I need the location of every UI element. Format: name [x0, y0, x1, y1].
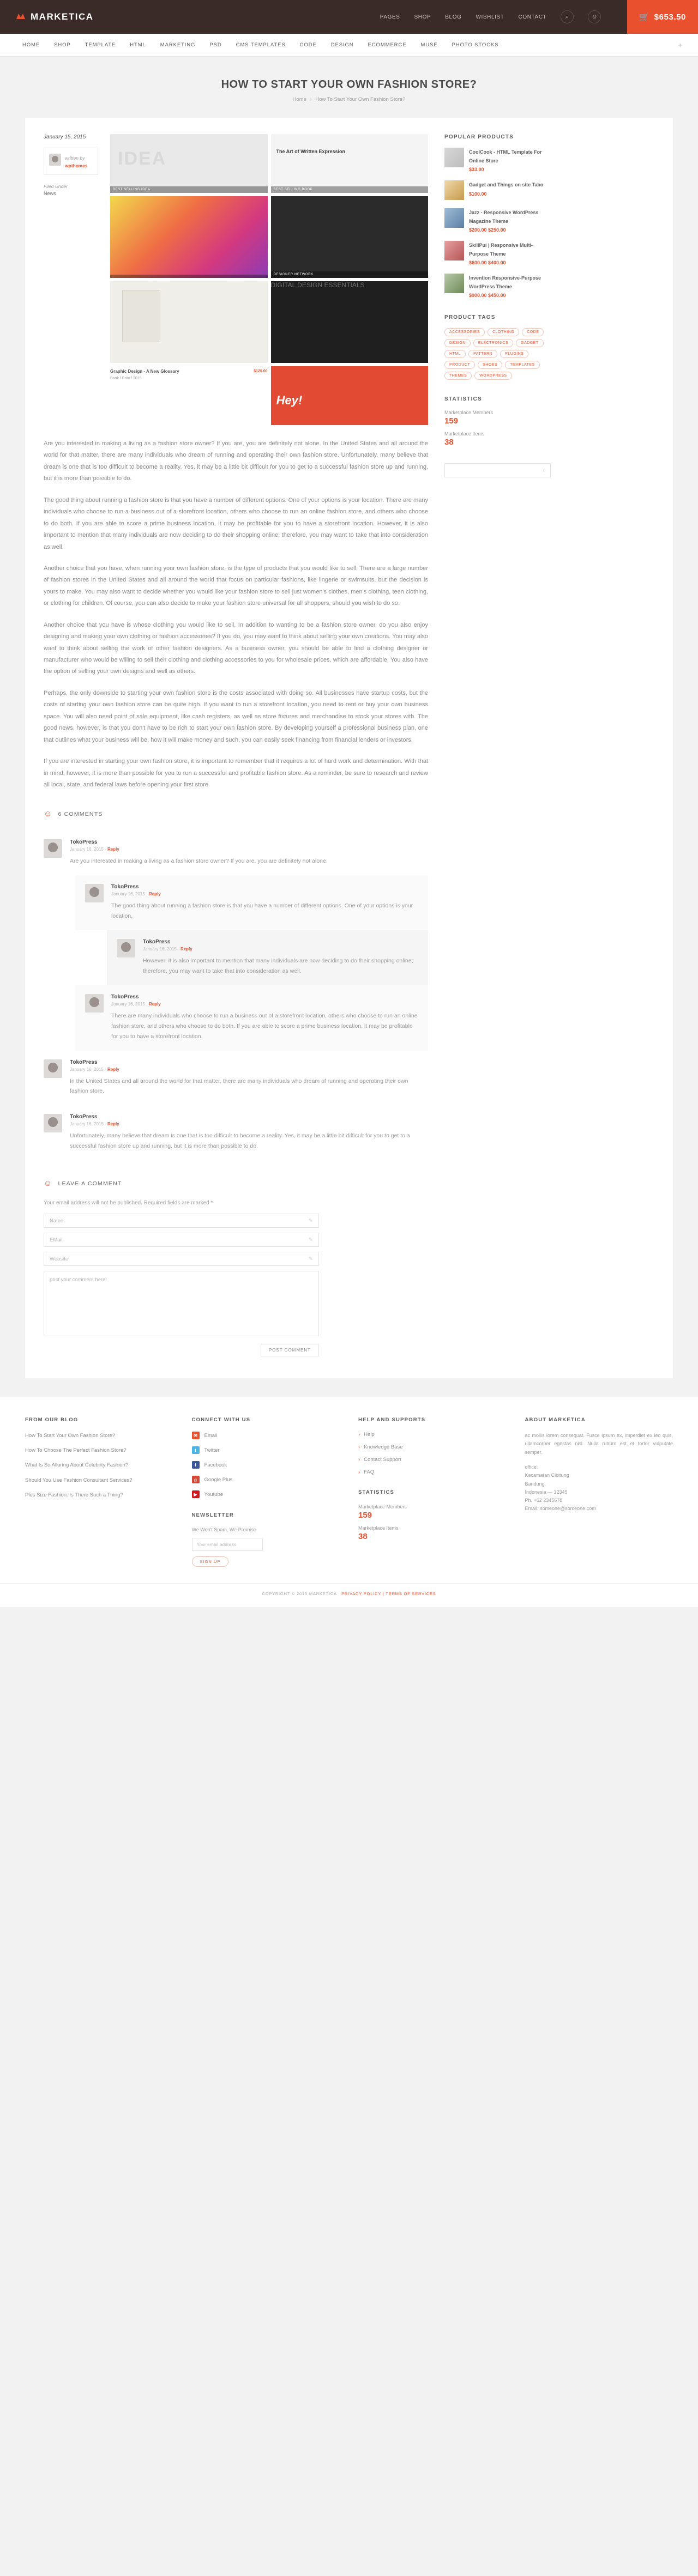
post-comment-button[interactable]: POST COMMENT — [261, 1344, 319, 1356]
utility-nav-wishlist[interactable]: WISHLIST — [476, 14, 504, 20]
bullet-icon: › — [358, 1432, 360, 1438]
product-title[interactable]: Graphic Design - A New Glossary — [110, 369, 179, 374]
footer-about-column — [525, 1417, 673, 1567]
nav-item-photo-stocks[interactable]: PHOTO STOCKS — [452, 41, 499, 48]
nav-item-cms-templates[interactable]: CMS TEMPLATES — [236, 41, 286, 48]
stat-members-value: 159 — [444, 416, 459, 426]
utility-nav-blog[interactable]: BLOG — [445, 14, 462, 20]
nav-item-psd[interactable]: PSD — [209, 41, 222, 48]
nav-item-code[interactable]: CODE — [299, 41, 317, 48]
comment-reply-link[interactable]: Reply — [148, 1001, 161, 1007]
newsletter-email-placeholder: Your email address — [196, 1542, 236, 1548]
footer-office-block — [525, 1463, 673, 1513]
site-logo[interactable] — [15, 11, 94, 22]
comment-date: January 16, 2015 — [70, 847, 104, 852]
google-plus-icon: g — [192, 1476, 200, 1483]
tag-product[interactable]: PRODUCT — [444, 361, 475, 369]
article-paragraph-6: If you are interested in starting your own fashion store, it is important to remember that it requires a lot of hard work and determination. With that in mind, however, it is more than possible for you to run a successful and profitable fashion store. As a reminder, be sure to research and review all local, state, and federal laws before opening your first store. — [44, 758, 428, 788]
product-thumbnail — [444, 148, 464, 167]
comment-item-2 — [75, 875, 428, 930]
product-caption — [110, 366, 268, 425]
author-name[interactable]: wpthemes — [65, 163, 88, 168]
social-label-facebook: Facebook — [204, 1462, 227, 1468]
gallery-tile-idea[interactable] — [110, 134, 268, 193]
tag-code[interactable]: CODE — [522, 328, 544, 336]
newsletter-title: NEWSLETTER — [191, 1512, 234, 1519]
article-content — [44, 134, 428, 1356]
footer-stat-members-value: 159 — [358, 1511, 372, 1520]
office-label: office: — [525, 1464, 538, 1470]
page-title: HOW TO START YOUR OWN FASHION STORE? — [221, 78, 477, 90]
comment-meta: January 16, 2015 · Reply — [111, 1001, 161, 1007]
breadcrumb-current: How To Start Your Own Fashion Store? — [315, 96, 406, 102]
office-line-3: Indonesia — 12345 — [525, 1489, 568, 1495]
comment-item-1 — [44, 831, 428, 875]
gallery-tile-orange-type[interactable] — [271, 366, 429, 425]
book-cover-graphic — [122, 290, 160, 342]
nav-item-design[interactable]: DESIGN — [330, 41, 354, 48]
nav-item-marketing[interactable]: MARKETING — [160, 41, 196, 48]
footer-connect-column — [192, 1417, 340, 1567]
gallery-tile-book-article-text: The Art of Written Expression — [276, 149, 346, 154]
main-navigation — [0, 34, 698, 57]
tag-accessories[interactable]: ACCESSORIES — [444, 328, 485, 336]
help-label-faq: FAQ — [364, 1469, 375, 1476]
comment-date: January 16, 2015 — [143, 947, 177, 952]
comment-meta: January 16, 2015 · Reply — [111, 892, 161, 897]
product-thumbnail — [444, 241, 464, 260]
comment-email-field[interactable] — [44, 1233, 319, 1247]
nav-item-ecommerce[interactable]: ECOMMERCE — [368, 41, 407, 48]
utility-nav-contact[interactable]: CONTACT — [518, 14, 547, 20]
comment-bubble-icon: ☺ — [44, 809, 53, 819]
gallery-tile-idea-text: IDEA — [118, 148, 167, 169]
author-label: written by — [65, 155, 85, 161]
comment-reply-link[interactable]: Reply — [107, 1122, 119, 1127]
product-price: $100.00 — [469, 191, 487, 197]
comment-item-3 — [107, 930, 428, 985]
copyright-bar — [0, 1583, 698, 1607]
nav-item-shop[interactable]: SHOP — [54, 41, 71, 48]
popular-product-1[interactable] — [444, 148, 551, 172]
comment-reply-link[interactable]: Reply — [107, 1066, 119, 1072]
tag-pattern[interactable]: PATTERN — [468, 350, 497, 358]
newsletter-note: We Won't Spam, We Promise — [191, 1527, 256, 1533]
article-paragraph-2: The good thing about running a fashion store is that you have a number of different options. One of your options is your location. There are many individuals who choose to run a business out of a storefront location, others who choose to run an online fashion store, and others who choose to do both. If you are able to score a prime business location, it may be profitable for you to have a storefront location. However, it is also important to mention that many individuals are now deciding to do their shopping online; therefore, you may want to take that into consideration as well. — [44, 496, 428, 550]
commenter-avatar — [85, 884, 104, 902]
commenter-name[interactable]: TokoPress — [70, 1114, 98, 1120]
comment-reply-link[interactable]: Reply — [107, 847, 119, 852]
gallery-tile-book-article-caption: BEST SELLING BOOK — [271, 186, 429, 193]
comment-meta: January 16, 2015 · Reply — [70, 1122, 119, 1127]
site-footer — [0, 1397, 698, 1583]
breadcrumb — [0, 96, 698, 102]
gallery-tile-digital-text: DIGITAL DESIGN ESSENTIALS — [270, 281, 365, 289]
comment-website-placeholder: Website — [50, 1256, 69, 1262]
page-header — [0, 57, 698, 118]
filed-under-value[interactable]: News — [44, 191, 56, 196]
product-name: Gadget and Things on site Tabo — [469, 182, 544, 187]
product-name: CoolCook - HTML Template For Online Store — [469, 149, 542, 163]
gallery-tile-book-article[interactable] — [271, 134, 429, 193]
social-label-email: Email — [204, 1432, 218, 1439]
footer-blog-link-2[interactable]: How To Choose The Perfect Fashion Store? — [25, 1447, 127, 1454]
comment-message-field[interactable] — [44, 1271, 319, 1336]
footer-about-text: ac mollis lorem consequat. Fusce ipsum ex, imperdiet ex leo quis, ullamcorper egestas nisl. Nulla rutrum est et tortor vulputate semper. — [525, 1433, 673, 1455]
help-link-help[interactable] — [358, 1432, 507, 1438]
stat-members-label: Marketplace Members — [444, 410, 494, 415]
popular-products-widget — [444, 134, 551, 298]
comment-text: Unfortunately, many believe that dream is one that is too difficult to become a reality. Yes, it may be a little bit difficult for you to get to a successful fashion store up and running, but it is more than possible to do. — [70, 1132, 410, 1150]
comment-message-placeholder: post your comment here! — [50, 1277, 107, 1283]
popular-products-title: POPULAR PRODUCTS — [444, 134, 514, 140]
tag-templates[interactable]: TEMPLATES — [505, 361, 540, 369]
popular-product-3[interactable] — [444, 208, 551, 233]
comment-text: There are many individuals who choose to run a business out of a storefront location, others who choose to run an online fashion store, and others who choose to do both. If you are able to score a prime business location, it may be profitable for you to have a storefront location. — [111, 1012, 418, 1040]
newsletter-signup-button[interactable]: SIGN UP — [192, 1556, 229, 1567]
comment-text: Are you interested in making a living as a fashion store owner? If you are, you are definitely not alone. — [70, 858, 328, 865]
tag-html[interactable]: HTML — [444, 350, 466, 358]
logo-mark-icon — [15, 11, 26, 22]
newsletter-email-input[interactable] — [192, 1538, 263, 1551]
product-price: $200.00 $250.00 — [469, 227, 506, 233]
commenter-avatar — [44, 839, 62, 858]
gallery-tile-graphic-design-book[interactable] — [110, 281, 268, 363]
bullet-icon: › — [358, 1469, 360, 1476]
tag-gadget[interactable]: GADGET — [516, 339, 544, 347]
footer-blog-link-5[interactable]: Plus Size Fashion: Is There Such a Thing? — [25, 1492, 123, 1498]
social-link-youtube[interactable] — [192, 1490, 340, 1498]
comment-date: January 16, 2015 — [111, 892, 145, 897]
gallery-tile-color-gradient[interactable] — [110, 196, 268, 278]
bullet-icon: › — [358, 1457, 360, 1463]
product-name: SkillPui | Responsive Multi-Purpose Theme — [469, 243, 533, 257]
comment-name-placeholder: Name — [50, 1217, 64, 1224]
comment-text: In the United States and all around the world for that matter, there are many individuals who dream of running and operating their own fashion store. — [70, 1077, 408, 1095]
office-line-2: Bandung, — [525, 1481, 546, 1487]
product-meta: Book / Print / 2015 — [110, 376, 142, 380]
gallery-tile-digital-design-essentials[interactable] — [271, 281, 429, 363]
tag-electronics[interactable]: ELECTRONICS — [473, 339, 513, 347]
comment-text: However, it is also important to mention that many individuals are now deciding to do their shopping online; therefore, you may want to take that into consideration as well. — [143, 957, 413, 974]
social-label-twitter: Twitter — [204, 1447, 220, 1453]
footer-connect-title: CONNECT WITH US — [191, 1417, 251, 1423]
copyright-text: COPYRIGHT © 2015 MARKETICA — [262, 1591, 337, 1597]
footer-help-title: HELP AND SUPPORTS — [358, 1417, 426, 1423]
post-author-box — [44, 148, 98, 175]
commenter-avatar — [85, 994, 104, 1013]
product-thumbnail — [444, 208, 464, 228]
comment-name-field[interactable] — [44, 1214, 319, 1228]
footer-stat-items-value: 38 — [358, 1532, 368, 1542]
post-top — [44, 134, 428, 425]
sidebar-search-input[interactable] — [444, 463, 551, 477]
breadcrumb-home[interactable]: Home — [292, 96, 306, 102]
top-bar — [0, 0, 698, 34]
pencil-icon: ✎ — [308, 1237, 313, 1243]
product-price: $600.00 $400.00 — [469, 260, 506, 265]
gallery-tile-designer-desk-caption: DESIGNER NETWORK — [271, 271, 429, 278]
article-paragraph-5: Perhaps, the only downside to starting your own fashion store is the costs associated with doing so. All businesses have startup costs, but the costs of starting your own fashion store can be quite high. If you want to run a storefront location, you need to rent or buy your own business space. You will also need point of sale equipment, like cash registers, as well as store fixtures and merchandise to stock your stores with. The good news, however, is that you don't have to be rich to start your own fashion store. By developing yourself a professional business plan, one that outlines what your business will be, how it will make money and such, you can easily seek financing from financial lenders or investors. — [44, 689, 428, 743]
comment-reply-link[interactable]: Reply — [180, 947, 192, 952]
form-note: Your email address will not be published. Required fields are marked * — [44, 1200, 213, 1207]
office-line-1: Kecamatan Cibitung — [525, 1472, 569, 1478]
utility-nav-shop[interactable]: SHOP — [414, 14, 431, 20]
commenter-name[interactable]: TokoPress — [143, 939, 171, 945]
help-link-faq[interactable] — [358, 1469, 507, 1475]
stat-items-value: 38 — [444, 438, 454, 447]
product-name: Jazz - Responsive WordPress Magazine Theme — [469, 210, 539, 224]
post-category-box — [44, 184, 98, 196]
footer-help-column — [358, 1417, 507, 1567]
footer-blog-link-3[interactable]: What Is So Alluring About Celebrity Fashion? — [25, 1462, 129, 1469]
twitter-icon: t — [192, 1446, 200, 1454]
facebook-icon: f — [192, 1461, 200, 1469]
social-link-facebook[interactable] — [192, 1461, 340, 1469]
tag-clothing[interactable]: CLOTHING — [488, 328, 519, 336]
product-price: $125.00 — [254, 369, 268, 373]
footer-blog-title: FROM OUR BLOG — [25, 1417, 79, 1423]
stat-items-label: Marketplace Items — [444, 431, 485, 437]
gallery-tile-orange-text: Hey! — [276, 393, 303, 407]
nav-item-html[interactable]: HTML — [130, 41, 146, 48]
tag-themes[interactable]: THEMES — [444, 372, 472, 380]
footer-statistics-title: STATISTICS — [358, 1489, 395, 1496]
pencil-icon: ✎ — [308, 1256, 313, 1262]
leave-comment-label: LEAVE A COMMENT — [58, 1180, 122, 1187]
utility-nav — [380, 0, 686, 34]
author-avatar — [49, 154, 61, 166]
post-gallery — [110, 134, 428, 425]
social-link-twitter[interactable] — [192, 1446, 340, 1454]
bullet-icon: › — [358, 1444, 360, 1451]
social-label-google-plus: Google Plus — [204, 1476, 233, 1483]
footer-blog-link-1[interactable]: How To Start Your Own Fashion Store? — [25, 1433, 116, 1439]
comment-meta: January 16, 2015 · Reply — [70, 1066, 119, 1072]
footer-stat-members-label: Marketplace Members — [358, 1504, 407, 1510]
search-icon[interactable]: ⌕ — [561, 10, 574, 23]
gallery-tile-idea-caption: BEST SELLING IDEA — [110, 186, 268, 193]
statistics-title: STATISTICS — [444, 396, 482, 402]
article-paragraph-4: Another choice that you have is whose clothing you would like to sell. In addition to wanting to be a fashion store owner, do you also enjoy designing and making your own clothing or fashion accessories? If you do, you may want to think about selling your own creations. You may also want to think about selling the work of other fashion designers. As a business owner, you should be able to find a clothing designer or manufacturer who would be willing to sell their clothing and clothing accessories to you for wholesale prices, which are affordable. You also have the option of selling your own designs and well as others. — [44, 621, 428, 675]
comment-bubble-icon: ☺ — [44, 1179, 53, 1189]
comment-email-placeholder: EMail — [50, 1237, 63, 1243]
commenter-avatar — [117, 939, 135, 957]
office-line-5: Email: someone@someone.com — [525, 1506, 596, 1512]
comment-date: January 16, 2015 — [70, 1066, 104, 1072]
help-link-knowledge-base[interactable] — [358, 1444, 507, 1450]
comment-text: The good thing about running a fashion store is that you have a number of different options. One of your options is your location. — [111, 902, 413, 920]
search-icon[interactable]: ⌕ — [543, 467, 546, 474]
gallery-tile-color-gradient-caption — [110, 275, 268, 278]
popular-product-4[interactable] — [444, 241, 551, 265]
statistics-widget — [444, 396, 551, 447]
comment-date: January 16, 2015 — [111, 1001, 145, 1007]
social-link-google-plus[interactable] — [192, 1476, 340, 1483]
content-card — [25, 118, 673, 1378]
product-thumbnail — [444, 274, 464, 293]
social-link-email[interactable] — [192, 1432, 340, 1439]
user-icon[interactable]: ☺ — [588, 10, 601, 23]
comment-item-4 — [75, 985, 428, 1051]
comment-item-6 — [44, 1105, 428, 1160]
article-paragraph-1: Are you interested in making a living as a fashion store owner? If you are, you are definitely not alone. In the United States and all around the world for that matter, there are many individuals who dream of running and operating their own fashion store. Unfortunately, many believe that dream is one that is too difficult to become a reality. Yes, it may be a little bit difficult for you to get to a successful fashion store up and running, but it is more than possible to do. — [44, 440, 428, 482]
comments-count-label: 6 COMMENTS — [58, 810, 103, 817]
popular-product-2[interactable] — [444, 180, 551, 200]
post-date: January 15, 2015 — [44, 134, 86, 140]
tag-plugins[interactable]: PLUGINS — [500, 350, 528, 358]
cart-icon: 🛒 — [639, 13, 650, 22]
comment-date: January 16, 2015 — [70, 1122, 104, 1127]
product-name: Invention Responsive-Purpose WordPress Theme — [469, 275, 541, 289]
sidebar — [444, 134, 551, 1356]
footer-about-title: ABOUT MARKETICA — [525, 1417, 586, 1423]
comment-website-field[interactable] — [44, 1252, 319, 1266]
post-meta-column — [44, 134, 98, 425]
email-icon: ✉ — [192, 1432, 200, 1439]
breadcrumb-separator: › — [310, 96, 312, 102]
leave-comment-heading — [44, 1179, 428, 1188]
commenter-name[interactable]: TokoPress — [70, 839, 98, 846]
commenter-avatar — [44, 1114, 62, 1132]
social-label-youtube: Youtube — [204, 1491, 224, 1498]
logo-text: MARKETICA — [31, 11, 94, 22]
commenter-name[interactable]: TokoPress — [70, 1059, 98, 1065]
pencil-icon: ✎ — [308, 1217, 313, 1224]
office-line-4: Ph. +62 2345678 — [525, 1498, 563, 1504]
footer-blog-column — [25, 1417, 173, 1567]
footer-stat-items-label: Marketplace Items — [358, 1525, 399, 1531]
comment-item-5 — [44, 1051, 428, 1106]
gallery-tile-designer-desk[interactable] — [271, 196, 429, 278]
footer-blog-link-4[interactable]: Should You Use Fashion Consultant Services? — [25, 1477, 133, 1483]
comment-meta: January 16, 2015 · Reply — [143, 947, 192, 952]
filed-under-label: Filed Under — [44, 184, 68, 189]
product-price: $900.00 $450.00 — [469, 293, 506, 298]
comments-heading — [44, 809, 428, 819]
tag-cloud — [444, 328, 551, 380]
help-link-contact-support[interactable] — [358, 1457, 507, 1463]
utility-nav-pages[interactable]: PAGES — [380, 14, 400, 20]
commenter-avatar — [44, 1059, 62, 1078]
article-paragraph-3: Another choice that you have, when running your own fashion store, is the type of products that you would like to sell. There are a large number of fashion stores in the United States and all around the world that focus on particular fashions, like lingerie or swimsuits, but the decision is yours to make. You may also want to decide whether you would like your fashion store to sell just women's clothes, men's clothing, teen clothing, or clothing for children. Of course, you can also decide to make your fashion store universal for all shoppers, should you wish to do so. — [44, 565, 428, 607]
popular-product-5[interactable] — [444, 274, 551, 298]
nav-item-muse[interactable]: MUSE — [420, 41, 438, 48]
tag-shoes[interactable]: SHOES — [478, 361, 502, 369]
comment-reply-link[interactable]: Reply — [148, 892, 161, 897]
commenter-name[interactable]: TokoPress — [111, 993, 139, 1000]
copyright-links[interactable]: PRIVACY POLICY | TERMS OF SERVICES — [341, 1591, 436, 1597]
help-label-contact-support: Contact Support — [364, 1457, 401, 1463]
product-tags-title: PRODUCT TAGS — [444, 314, 496, 320]
product-price: $33.00 — [469, 167, 484, 172]
nav-item-template[interactable]: TEMPLATE — [85, 41, 116, 48]
commenter-name[interactable]: TokoPress — [111, 884, 139, 890]
nav-item-home[interactable]: HOME — [22, 41, 40, 48]
comment-meta: January 16, 2015 · Reply — [70, 847, 119, 852]
search-widget — [444, 463, 551, 477]
help-label-help: Help — [364, 1432, 375, 1438]
cart-button[interactable] — [627, 0, 698, 34]
article-body — [44, 438, 428, 791]
product-thumbnail — [444, 180, 464, 200]
nav-more-icon[interactable]: + — [678, 41, 683, 49]
help-label-knowledge-base: Knowledge Base — [364, 1444, 403, 1451]
tag-wordpress[interactable]: WORDPRESS — [474, 372, 512, 380]
product-tags-widget — [444, 314, 551, 380]
youtube-icon: ▶ — [192, 1490, 200, 1498]
cart-total: $653.50 — [654, 12, 686, 22]
tag-design[interactable]: DESIGN — [444, 339, 471, 347]
